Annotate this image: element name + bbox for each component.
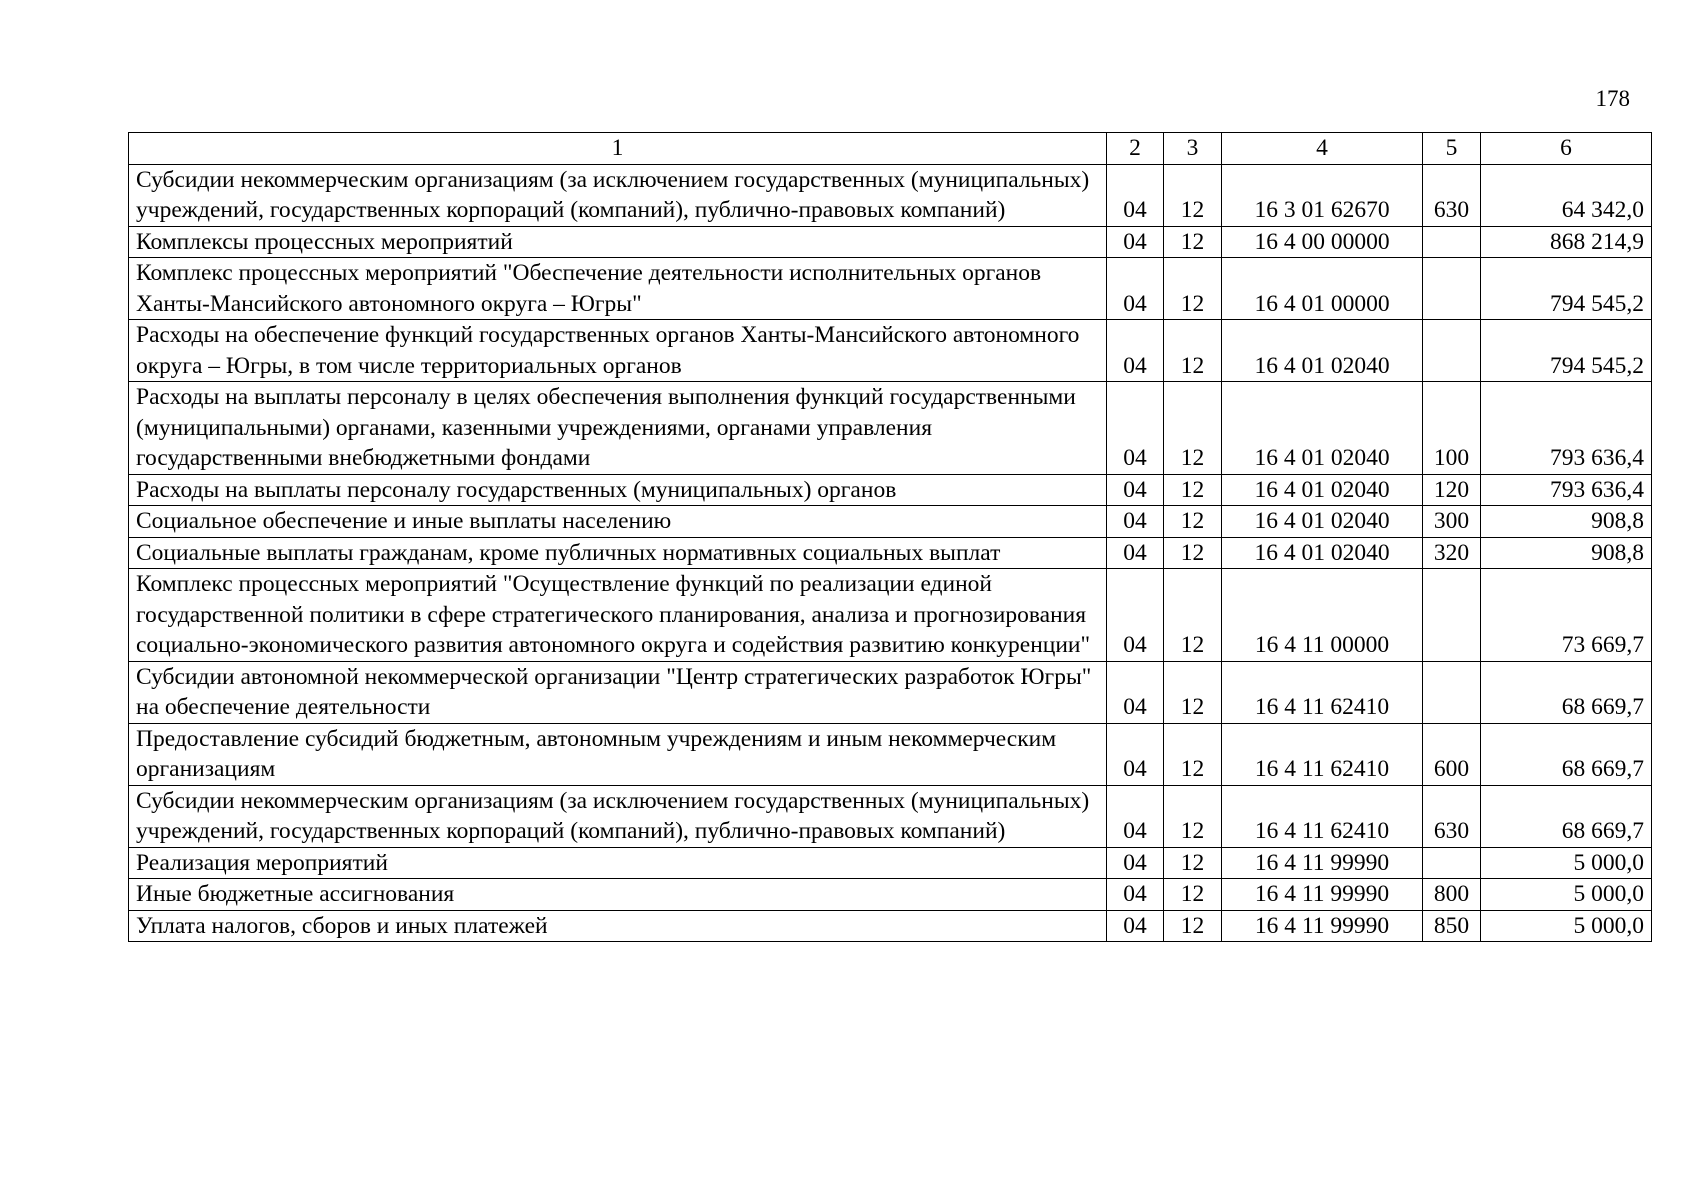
row-section-cell: 04 [1107, 506, 1164, 538]
row-section-cell: 04 [1107, 569, 1164, 662]
row-target-code-cell: 16 4 01 02040 [1222, 537, 1423, 569]
row-amount-cell: 908,8 [1481, 506, 1652, 538]
row-amount-cell: 908,8 [1481, 537, 1652, 569]
row-name-cell: Комплекс процессных мероприятий "Осуществление функций по реализации единой государственной политики в сфере стратегического планирования, анализа и прогнозирования социально-экономического развития автономного округа и содействия развитию конкуренции" [129, 569, 1107, 662]
row-name-cell: Реализация мероприятий [129, 847, 1107, 879]
row-name-cell: Расходы на выплаты персоналу в целях обеспечения выполнения функций государственными (муниципальными) органами, казенными учреждениями, органами управления государственными внебюджетными фондами [129, 382, 1107, 475]
row-amount-cell: 5 000,0 [1481, 847, 1652, 879]
row-expense-type-cell: 630 [1423, 785, 1481, 847]
row-name-cell: Предоставление субсидий бюджетным, автономным учреждениям и иным некоммерческим организациям [129, 723, 1107, 785]
row-name-cell: Иные бюджетные ассигнования [129, 879, 1107, 911]
row-target-code-cell: 16 4 00 00000 [1222, 226, 1423, 258]
row-expense-type-cell: 120 [1423, 474, 1481, 506]
row-amount-cell: 793 636,4 [1481, 382, 1652, 475]
table-row [129, 569, 1652, 662]
table-row [129, 785, 1652, 847]
row-name-cell: Субсидии некоммерческим организациям (за исключением государственных (муниципальных) учреждений, государственных корпораций (компаний), публично-правовых компаний) [129, 164, 1107, 226]
row-name-cell: Расходы на обеспечение функций государственных органов Ханты-Мансийского автономного округа – Югры, в том числе территориальных органов [129, 320, 1107, 382]
row-subsection-cell: 12 [1164, 910, 1222, 942]
row-subsection-cell: 12 [1164, 537, 1222, 569]
row-expense-type-cell: 100 [1423, 382, 1481, 475]
row-name-cell: Субсидии некоммерческим организациям (за исключением государственных (муниципальных) учреждений, государственных корпораций (компаний), публично-правовых компаний) [129, 785, 1107, 847]
row-expense-type-cell: 320 [1423, 537, 1481, 569]
row-subsection-cell: 12 [1164, 661, 1222, 723]
table-row [129, 474, 1652, 506]
row-amount-cell: 68 669,7 [1481, 723, 1652, 785]
header-col-1: 1 [129, 133, 1107, 165]
row-subsection-cell: 12 [1164, 723, 1222, 785]
row-target-code-cell: 16 4 11 99990 [1222, 847, 1423, 879]
row-target-code-cell: 16 3 01 62670 [1222, 164, 1423, 226]
table-row [129, 847, 1652, 879]
row-name-cell: Уплата налогов, сборов и иных платежей [129, 910, 1107, 942]
row-target-code-cell: 16 4 11 62410 [1222, 661, 1423, 723]
row-expense-type-cell [1423, 661, 1481, 723]
row-subsection-cell: 12 [1164, 785, 1222, 847]
row-expense-type-cell [1423, 569, 1481, 662]
row-amount-cell: 5 000,0 [1481, 910, 1652, 942]
header-col-4: 4 [1222, 133, 1423, 165]
table-body [129, 164, 1652, 942]
row-target-code-cell: 16 4 01 02040 [1222, 320, 1423, 382]
page-number: 178 [1595, 86, 1630, 111]
row-subsection-cell: 12 [1164, 164, 1222, 226]
table-row [129, 661, 1652, 723]
row-expense-type-cell [1423, 320, 1481, 382]
row-amount-cell: 5 000,0 [1481, 879, 1652, 911]
row-expense-type-cell [1423, 226, 1481, 258]
row-section-cell: 04 [1107, 320, 1164, 382]
row-target-code-cell: 16 4 11 62410 [1222, 785, 1423, 847]
row-subsection-cell: 12 [1164, 474, 1222, 506]
header-col-5: 5 [1423, 133, 1481, 165]
row-amount-cell: 73 669,7 [1481, 569, 1652, 662]
row-target-code-cell: 16 4 11 00000 [1222, 569, 1423, 662]
row-subsection-cell: 12 [1164, 382, 1222, 475]
row-section-cell: 04 [1107, 258, 1164, 320]
row-expense-type-cell [1423, 847, 1481, 879]
row-amount-cell: 68 669,7 [1481, 785, 1652, 847]
table-row [129, 226, 1652, 258]
row-subsection-cell: 12 [1164, 847, 1222, 879]
row-target-code-cell: 16 4 11 99990 [1222, 879, 1423, 911]
row-section-cell: 04 [1107, 879, 1164, 911]
table-header [129, 133, 1652, 165]
row-subsection-cell: 12 [1164, 258, 1222, 320]
row-section-cell: 04 [1107, 537, 1164, 569]
table-row [129, 910, 1652, 942]
header-row [129, 133, 1652, 165]
row-expense-type-cell: 800 [1423, 879, 1481, 911]
table-row [129, 723, 1652, 785]
row-section-cell: 04 [1107, 910, 1164, 942]
row-amount-cell: 64 342,0 [1481, 164, 1652, 226]
row-amount-cell: 68 669,7 [1481, 661, 1652, 723]
row-section-cell: 04 [1107, 226, 1164, 258]
row-section-cell: 04 [1107, 661, 1164, 723]
row-target-code-cell: 16 4 11 99990 [1222, 910, 1423, 942]
row-subsection-cell: 12 [1164, 320, 1222, 382]
row-name-cell: Социальное обеспечение и иные выплаты населению [129, 506, 1107, 538]
row-target-code-cell: 16 4 01 02040 [1222, 474, 1423, 506]
row-section-cell: 04 [1107, 847, 1164, 879]
table-row [129, 258, 1652, 320]
row-target-code-cell: 16 4 01 00000 [1222, 258, 1423, 320]
table-row [129, 537, 1652, 569]
row-expense-type-cell: 600 [1423, 723, 1481, 785]
header-col-2: 2 [1107, 133, 1164, 165]
row-name-cell: Социальные выплаты гражданам, кроме публичных нормативных социальных выплат [129, 537, 1107, 569]
row-subsection-cell: 12 [1164, 879, 1222, 911]
row-target-code-cell: 16 4 01 02040 [1222, 506, 1423, 538]
header-col-6: 6 [1481, 133, 1652, 165]
row-name-cell: Субсидии автономной некоммерческой организации "Центр стратегических разработок Югры" на обеспечение деятельности [129, 661, 1107, 723]
row-name-cell: Комплексы процессных мероприятий [129, 226, 1107, 258]
row-name-cell: Расходы на выплаты персоналу государственных (муниципальных) органов [129, 474, 1107, 506]
row-expense-type-cell: 300 [1423, 506, 1481, 538]
row-amount-cell: 793 636,4 [1481, 474, 1652, 506]
row-section-cell: 04 [1107, 785, 1164, 847]
table-row [129, 320, 1652, 382]
row-expense-type-cell: 630 [1423, 164, 1481, 226]
row-target-code-cell: 16 4 01 02040 [1222, 382, 1423, 475]
row-subsection-cell: 12 [1164, 226, 1222, 258]
row-name-cell: Комплекс процессных мероприятий "Обеспечение деятельности исполнительных органов Ханты-Мансийского автономного округа – Югры" [129, 258, 1107, 320]
table-row [129, 382, 1652, 475]
row-expense-type-cell: 850 [1423, 910, 1481, 942]
row-subsection-cell: 12 [1164, 569, 1222, 662]
row-amount-cell: 794 545,2 [1481, 258, 1652, 320]
row-section-cell: 04 [1107, 382, 1164, 475]
table-row [129, 164, 1652, 226]
row-section-cell: 04 [1107, 723, 1164, 785]
row-amount-cell: 794 545,2 [1481, 320, 1652, 382]
row-subsection-cell: 12 [1164, 506, 1222, 538]
row-section-cell: 04 [1107, 164, 1164, 226]
table-row [129, 879, 1652, 911]
row-section-cell: 04 [1107, 474, 1164, 506]
row-target-code-cell: 16 4 11 62410 [1222, 723, 1423, 785]
table-row [129, 506, 1652, 538]
row-expense-type-cell [1423, 258, 1481, 320]
budget-table [128, 132, 1652, 942]
header-col-3: 3 [1164, 133, 1222, 165]
row-amount-cell: 868 214,9 [1481, 226, 1652, 258]
